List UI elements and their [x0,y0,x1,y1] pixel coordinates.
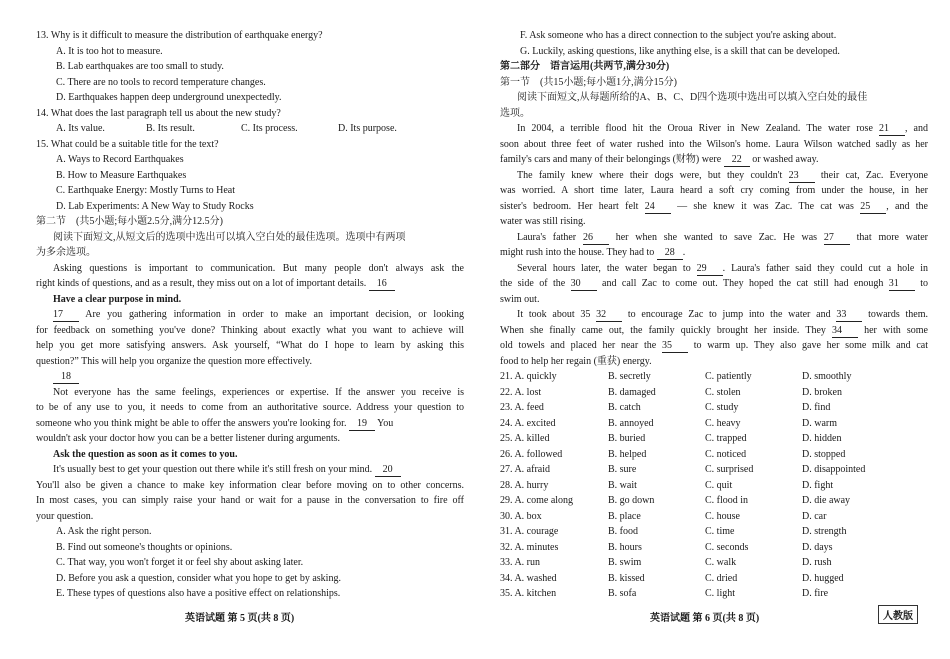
section-1-heading: 第一节 (共15小题;每小题1分,满分15分) [500,76,677,88]
answer-option-d: D. hidden [802,433,842,444]
answer-option-c: C. patiently [705,371,752,382]
right-page-column [500,28,928,602]
passage-text: someone who you think might be able to offer the answers you're looking for. [36,417,347,429]
blank-20: 20 [375,464,401,477]
cloze-text: might rush into the house. They had to [500,247,657,258]
passage-line [36,416,464,432]
answer-option-b: B. kissed [608,572,645,584]
answer-option-b: B. annoyed [608,417,654,429]
cloze-text: and call Zac to come out. They hoped the cat still had enough [596,278,889,289]
answer-row [500,571,928,587]
blank-27: 27 [824,232,850,245]
cloze-line [500,152,928,168]
q15-option-a: A. Ways to Record Earthquakes [56,154,184,165]
answer-row [500,416,928,432]
part-2-heading: 第二部分 语言运用(共两节,满分30分) [500,61,670,72]
blank-31: 31 [889,278,915,291]
cloze-text: to [914,278,928,289]
section-2-instruction-line2: 为多余选项。 [36,247,96,258]
passage-text: Ask the question as soon as it comes to you. [53,448,238,460]
passage-line [36,276,464,292]
answer-option-c: C. noticed [705,448,747,460]
cloze-answer-options [500,369,928,602]
answer-option-b: B. secretly [608,371,651,382]
cloze-text: was worried. A short time later, Laura heard a soft cry coming from under the house, in her [500,185,928,196]
cloze-line [500,214,928,230]
cloze-text: , and [904,123,928,134]
answer-option-c: C. house [705,510,740,522]
reading-passage [36,261,464,525]
q13-option-c: C. There are no tools to record temperature changes. [56,76,266,88]
answer-option-c: C. surprised [705,464,754,475]
answer-option-c: C. quit [705,479,733,491]
cloze-text: water was still rising. [500,216,586,227]
answer-option-c: C. study [705,402,739,413]
blank-34: 34 [832,325,858,338]
answer-row [500,369,928,385]
answer-row [500,586,928,602]
answer-option-a: 33. A. run [500,557,540,568]
answer-option-d: D. disappointed [802,464,866,475]
question-13-options [36,44,464,106]
answer-row [500,540,928,556]
cloze-line [500,323,928,339]
answer-option-d: D. broken [802,386,842,398]
cloze-line [500,307,928,323]
cloze-line [500,168,928,184]
cloze-text: to warm up. They also gave her some milk and cat [687,340,928,351]
answer-option-d: D. car [802,510,827,522]
cloze-line [500,121,928,137]
answer-option-d: D. fire [802,588,829,599]
question-13-stem: 13. Why is it difficult to measure the distribution of earthquake energy? [36,30,323,41]
q15-option-d: D. Lab Experiments: A New Way to Study Rocks [56,200,254,212]
answer-option-c: C. stolen [705,386,741,398]
section-2-heading: 第二节 (共5小题;每小题2.5分,满分12.5分) [36,216,223,227]
answer-row [500,555,928,571]
answer-option-a: 34. A. washed [500,572,557,584]
answer-option-a: 31. A. courage [500,526,559,537]
cloze-line [500,183,928,199]
answer-option-c: C. flood in [705,495,749,506]
gap-option-a: A. Ask the right person. [56,526,152,537]
answer-option-d: D. rush [802,557,832,568]
answer-option-d: D. find [802,402,831,413]
q14-option-b: B. Its result. [146,123,195,134]
passage-text: Not everyone has the same feelings, experiences or expertise. If the answer you receive is [53,386,464,398]
passage-line [36,493,464,509]
passage-line [36,307,464,323]
cloze-line [500,199,928,215]
passage-text: Have a clear purpose in mind. [53,293,182,305]
passage-line [36,385,464,401]
gap-option-c: C. That way, you won't forget it or feel shy about asking later. [56,557,304,568]
passage-text: Are you gathering information in order to make an important decision, or looking [79,309,464,320]
cloze-text: It took about 35 [517,309,597,320]
cloze-text: sister's bedroom. Her heart felt [500,200,645,212]
answer-option-d: D. warm [802,417,837,429]
gap-option-f: F. Ask someone who has a direct connection to the subject you're asking about. [520,30,837,41]
answer-option-a: 30. A. box [500,510,542,522]
right-page-footer: 英语试题 第 6 页(共 8 页) [650,613,760,624]
edition-badge: 人教版 [878,605,918,624]
cloze-text: old towels and placed her near the [500,340,662,351]
answer-row [500,493,928,509]
gap-fill-options [36,524,464,602]
passage-text: Asking questions is important to communication. But many people don't always ask the [53,262,464,274]
cloze-text: swim out. [500,293,540,305]
passage-line [36,323,464,339]
passage-line [36,261,464,277]
passage-line [36,354,464,370]
answer-row [500,385,928,401]
answer-option-d: D. strength [802,526,847,537]
cloze-text: food to help her regain (重获) energy. [500,355,652,367]
answer-option-b: B. go down [608,495,655,506]
answer-option-d: D. stopped [802,448,846,460]
passage-text: You [374,417,394,429]
answer-option-d: D. hugged [802,572,844,584]
cloze-text: their cat, Zac. Everyone [814,169,928,181]
gap-option-g: G. Luckily, asking questions, like anything else, is a skill that can be developed. [520,45,840,57]
section-1-instruction-line1: 阅读下面短文,从每题所给的A、B、C、D四个选项中选出可以填入空白处的最佳 [517,92,868,103]
passage-text: your question. [36,510,94,522]
answer-option-b: B. damaged [608,386,656,398]
answer-option-a: 35. A. kitchen [500,588,557,599]
answer-option-b: B. swim [608,557,642,568]
q14-option-d: D. Its purpose. [338,123,397,134]
gap-fill-options-continued [500,28,928,59]
passage-line [36,478,464,494]
answer-option-a: 27. A. afraid [500,464,550,475]
answer-option-a: 25. A. killed [500,433,550,444]
passage-line [36,509,464,525]
answer-option-a: 26. A. followed [500,448,563,460]
cloze-text: her with some [858,324,928,336]
answer-option-b: B. sofa [608,588,637,599]
cloze-text: to encourage Zac to jump into the water and [622,309,837,320]
cloze-text: In 2004, a terrible flood hit the Oroua River in New Zealand. The water rose [517,123,879,134]
blank-24: 24 [645,201,671,214]
answer-option-a: 24. A. excited [500,417,556,429]
cloze-text: family's cars and many of their belongings (财物) were [500,154,724,165]
passage-text: help you get more satisfying answers. Ask yourself, “What do I hope to learn by asking this [36,340,464,351]
cloze-text: . Laura's father said they could cut a hole in [722,262,928,274]
cloze-line [500,137,928,153]
gap-option-e: E. These types of questions also have a positive effect on relationships. [56,588,341,599]
cloze-text: her when she wanted to save Zac. He was [608,231,824,243]
cloze-text: soon about three feet of water rushed into the Wilson's home. Laura Wilson watched sadly as her [500,138,928,150]
passage-line [36,447,464,463]
answer-option-b: B. hours [608,541,642,553]
blank-22: 22 [724,154,750,167]
cloze-text: — she knew it was Zac. The cat was [670,200,861,212]
passage-text: wouldn't ask your doctor how you can be a better listener during arguments. [36,433,341,444]
question-14-options [36,121,464,137]
answer-option-b: B. catch [608,402,641,413]
passage-line [36,369,464,385]
q14-option-c: C. Its process. [241,123,298,134]
answer-option-d: D. die away [802,495,851,506]
cloze-line [500,276,928,292]
cloze-text: that more water [849,231,928,243]
cloze-line [500,245,928,261]
answer-option-b: B. place [608,510,641,522]
cloze-line [500,338,928,354]
answer-row [500,524,928,540]
cloze-line [500,261,928,277]
gap-option-b: B. Find out someone's thoughts or opinions. [56,541,233,553]
cloze-line [500,230,928,246]
passage-text: to be of any use to you, it needs to come from an authoritative source. Address your question to [36,402,464,413]
answer-row [500,509,928,525]
cloze-text: . [682,247,686,258]
passage-text: for feedback on something you've done? Thinking about exactly what you want to achieve will [36,324,464,336]
blank-25: 25 [860,201,886,214]
answer-option-a: 21. A. quickly [500,371,557,382]
answer-row [500,400,928,416]
blank-30: 30 [571,278,597,291]
q15-option-b: B. How to Measure Earthquakes [56,169,187,181]
blank-28: 28 [657,247,683,260]
blank-26: 26 [583,232,609,245]
cloze-text: Several hours later, the water began to [517,262,697,274]
cloze-line [500,292,928,308]
q13-option-d: D. Earthquakes happen deep underground unexpectedly. [56,92,282,103]
cloze-text: Laura's father [517,231,583,243]
answer-option-b: B. sure [608,464,637,475]
cloze-text: the side of the [500,278,571,289]
blank-17: 17 [53,309,79,322]
passage-text: It's usually best to get your question out there while it's still fresh on your mind. [53,464,373,475]
cloze-text: , and the [886,200,928,212]
answer-option-c: C. heavy [705,417,741,429]
cloze-passage [500,121,928,369]
question-15-options [36,152,464,214]
answer-option-a: 22. A. lost [500,386,542,398]
blank-18: 18 [53,371,79,384]
passage-line [36,431,464,447]
passage-text: question?” This will help you organize the question more effectively. [36,355,312,367]
blank-19: 19 [349,418,375,431]
cloze-text: or washed away. [749,154,819,165]
answer-option-b: B. food [608,526,638,537]
answer-option-c: C. trapped [705,433,747,444]
answer-option-b: B. helped [608,448,647,460]
answer-option-a: 28. A. hurry [500,479,549,491]
answer-option-c: C. walk [705,557,737,568]
answer-option-a: 29. A. come along [500,495,574,506]
gap-option-d: D. Before you ask a question, consider what you hope to get by asking. [56,572,341,584]
answer-option-d: D. smoothly [802,371,852,382]
passage-text: right kinds of questions, and as a result, they miss out on a lot of important details. [36,278,367,289]
answer-row [500,431,928,447]
q15-option-c: C. Earthquake Energy: Mostly Turns to Heat [56,185,235,196]
answer-row [500,462,928,478]
blank-32: 32 [596,309,622,322]
question-15-stem: 15. What could be a suitable title for the text? [36,138,219,150]
cloze-text: towards them. [862,309,928,320]
answer-option-b: B. buried [608,433,646,444]
section-1-instruction-line2: 选项。 [500,107,530,119]
answer-option-a: 23. A. feed [500,402,544,413]
blank-23: 23 [789,170,815,183]
blank-21: 21 [879,123,905,136]
left-page-footer: 英语试题 第 5 页(共 8 页) [185,613,295,624]
answer-row [500,478,928,494]
passage-line [36,338,464,354]
cloze-text: The family knew where their dogs were, but they couldn't [517,169,789,181]
passage-text: You'll also be given a chance to make key information clear before moving on to other concerns. [36,479,464,491]
answer-option-c: C. light [705,588,736,599]
answer-option-b: B. wait [608,479,637,491]
answer-option-c: C. seconds [705,541,749,553]
cloze-text: When she finally came out, the family quickly brought her inside. They [500,324,832,336]
answer-option-d: D. days [802,541,833,553]
answer-option-d: D. fight [802,479,834,491]
answer-row [500,447,928,463]
passage-line [36,400,464,416]
q13-option-a: A. It is too hot to measure. [56,45,163,57]
question-14-stem: 14. What does the last paragraph tell us about the new study? [36,107,281,119]
blank-16: 16 [369,278,395,291]
cloze-line [500,354,928,370]
passage-line [36,292,464,308]
blank-29: 29 [697,263,723,276]
q13-option-b: B. Lab earthquakes are too small to study. [56,61,224,72]
answer-option-a: 32. A. minutes [500,541,559,553]
left-page-column [36,28,464,602]
section-2-instruction-line1: 阅读下面短文,从短文后的选项中选出可以填入空白处的最佳选项。选项中有两项 [53,231,406,243]
q14-option-a: A. Its value. [56,123,105,134]
passage-line [36,462,464,478]
blank-33: 33 [836,309,862,322]
blank-35: 35 [662,340,688,353]
passage-text: In most cases, you can simply raise your hand or wait for a pause in the conversation to fire off [36,495,464,506]
answer-option-c: C. time [705,526,735,537]
answer-option-c: C. dried [705,572,738,584]
